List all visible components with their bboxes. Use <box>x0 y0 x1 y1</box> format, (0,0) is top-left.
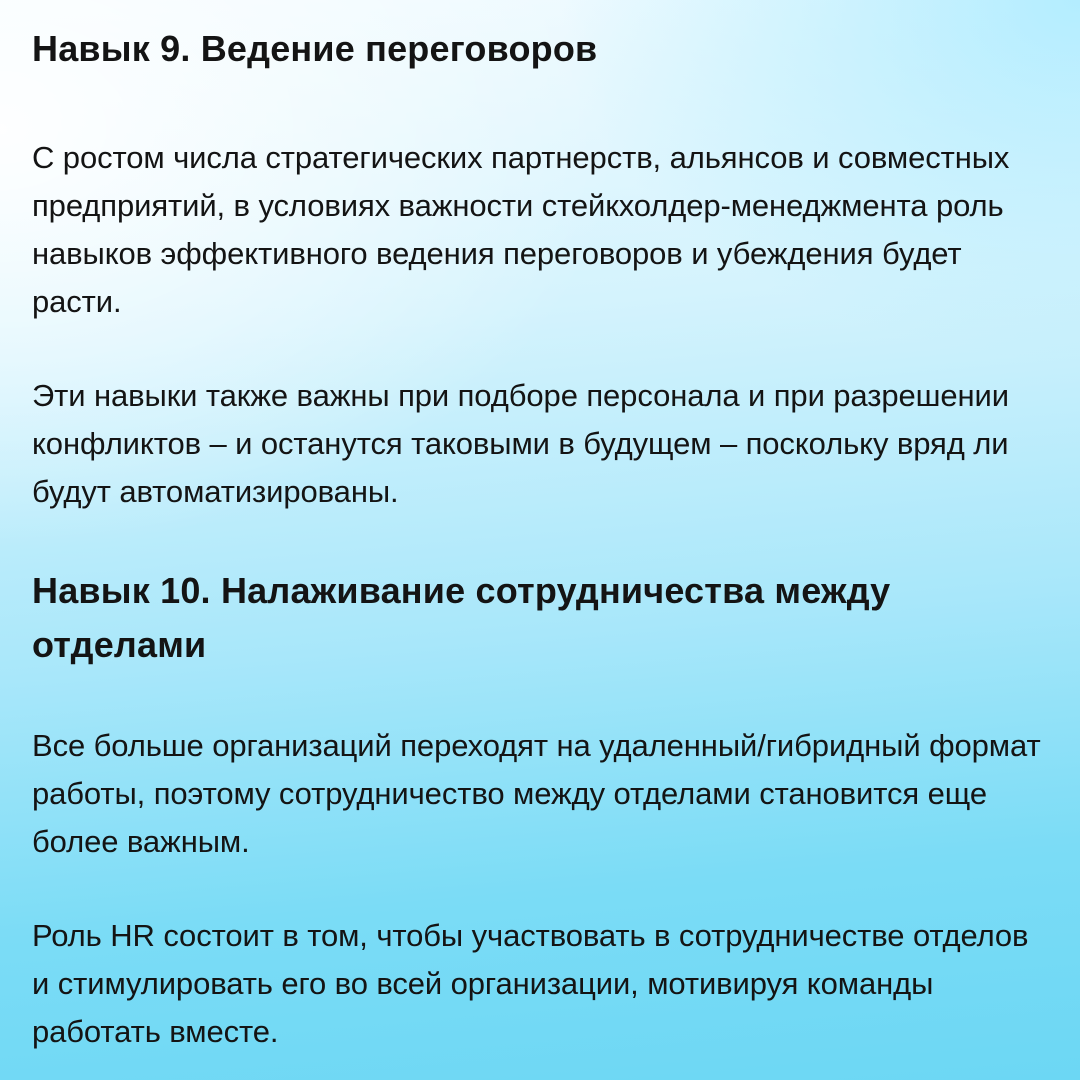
section-heading-skill-10: Навык 10. Налаживание сотрудничества между отделами <box>32 570 891 665</box>
slide-content <box>32 22 1052 1056</box>
paragraph-collaboration-hr-role: Роль HR состоит в том, чтобы участвовать в сотрудничестве отделов и стимулировать его во всей организации, мотивируя команды работать вместе. <box>32 918 1029 1049</box>
paragraph-collaboration-remote: Все больше организаций переходят на удаленный/гибридный формат работы, поэтому сотрудничество между отделами становится еще более важным. <box>32 728 1041 859</box>
paragraph-negotiations-growth: С ростом числа стратегических партнерств, альянсов и совместных предприятий, в условиях важности стейкхолдер-менеджмента роль навыков эффективного ведения переговоров и убеждения будет расти. <box>32 140 1010 319</box>
paragraph-negotiations-automation: Эти навыки также важны при подборе персонала и при разрешении конфликтов – и останутся таковыми в будущем – поскольку вряд ли будут автоматизированы. <box>32 378 1009 509</box>
section-heading-skill-9: Навык 9. Ведение переговоров <box>32 28 598 69</box>
